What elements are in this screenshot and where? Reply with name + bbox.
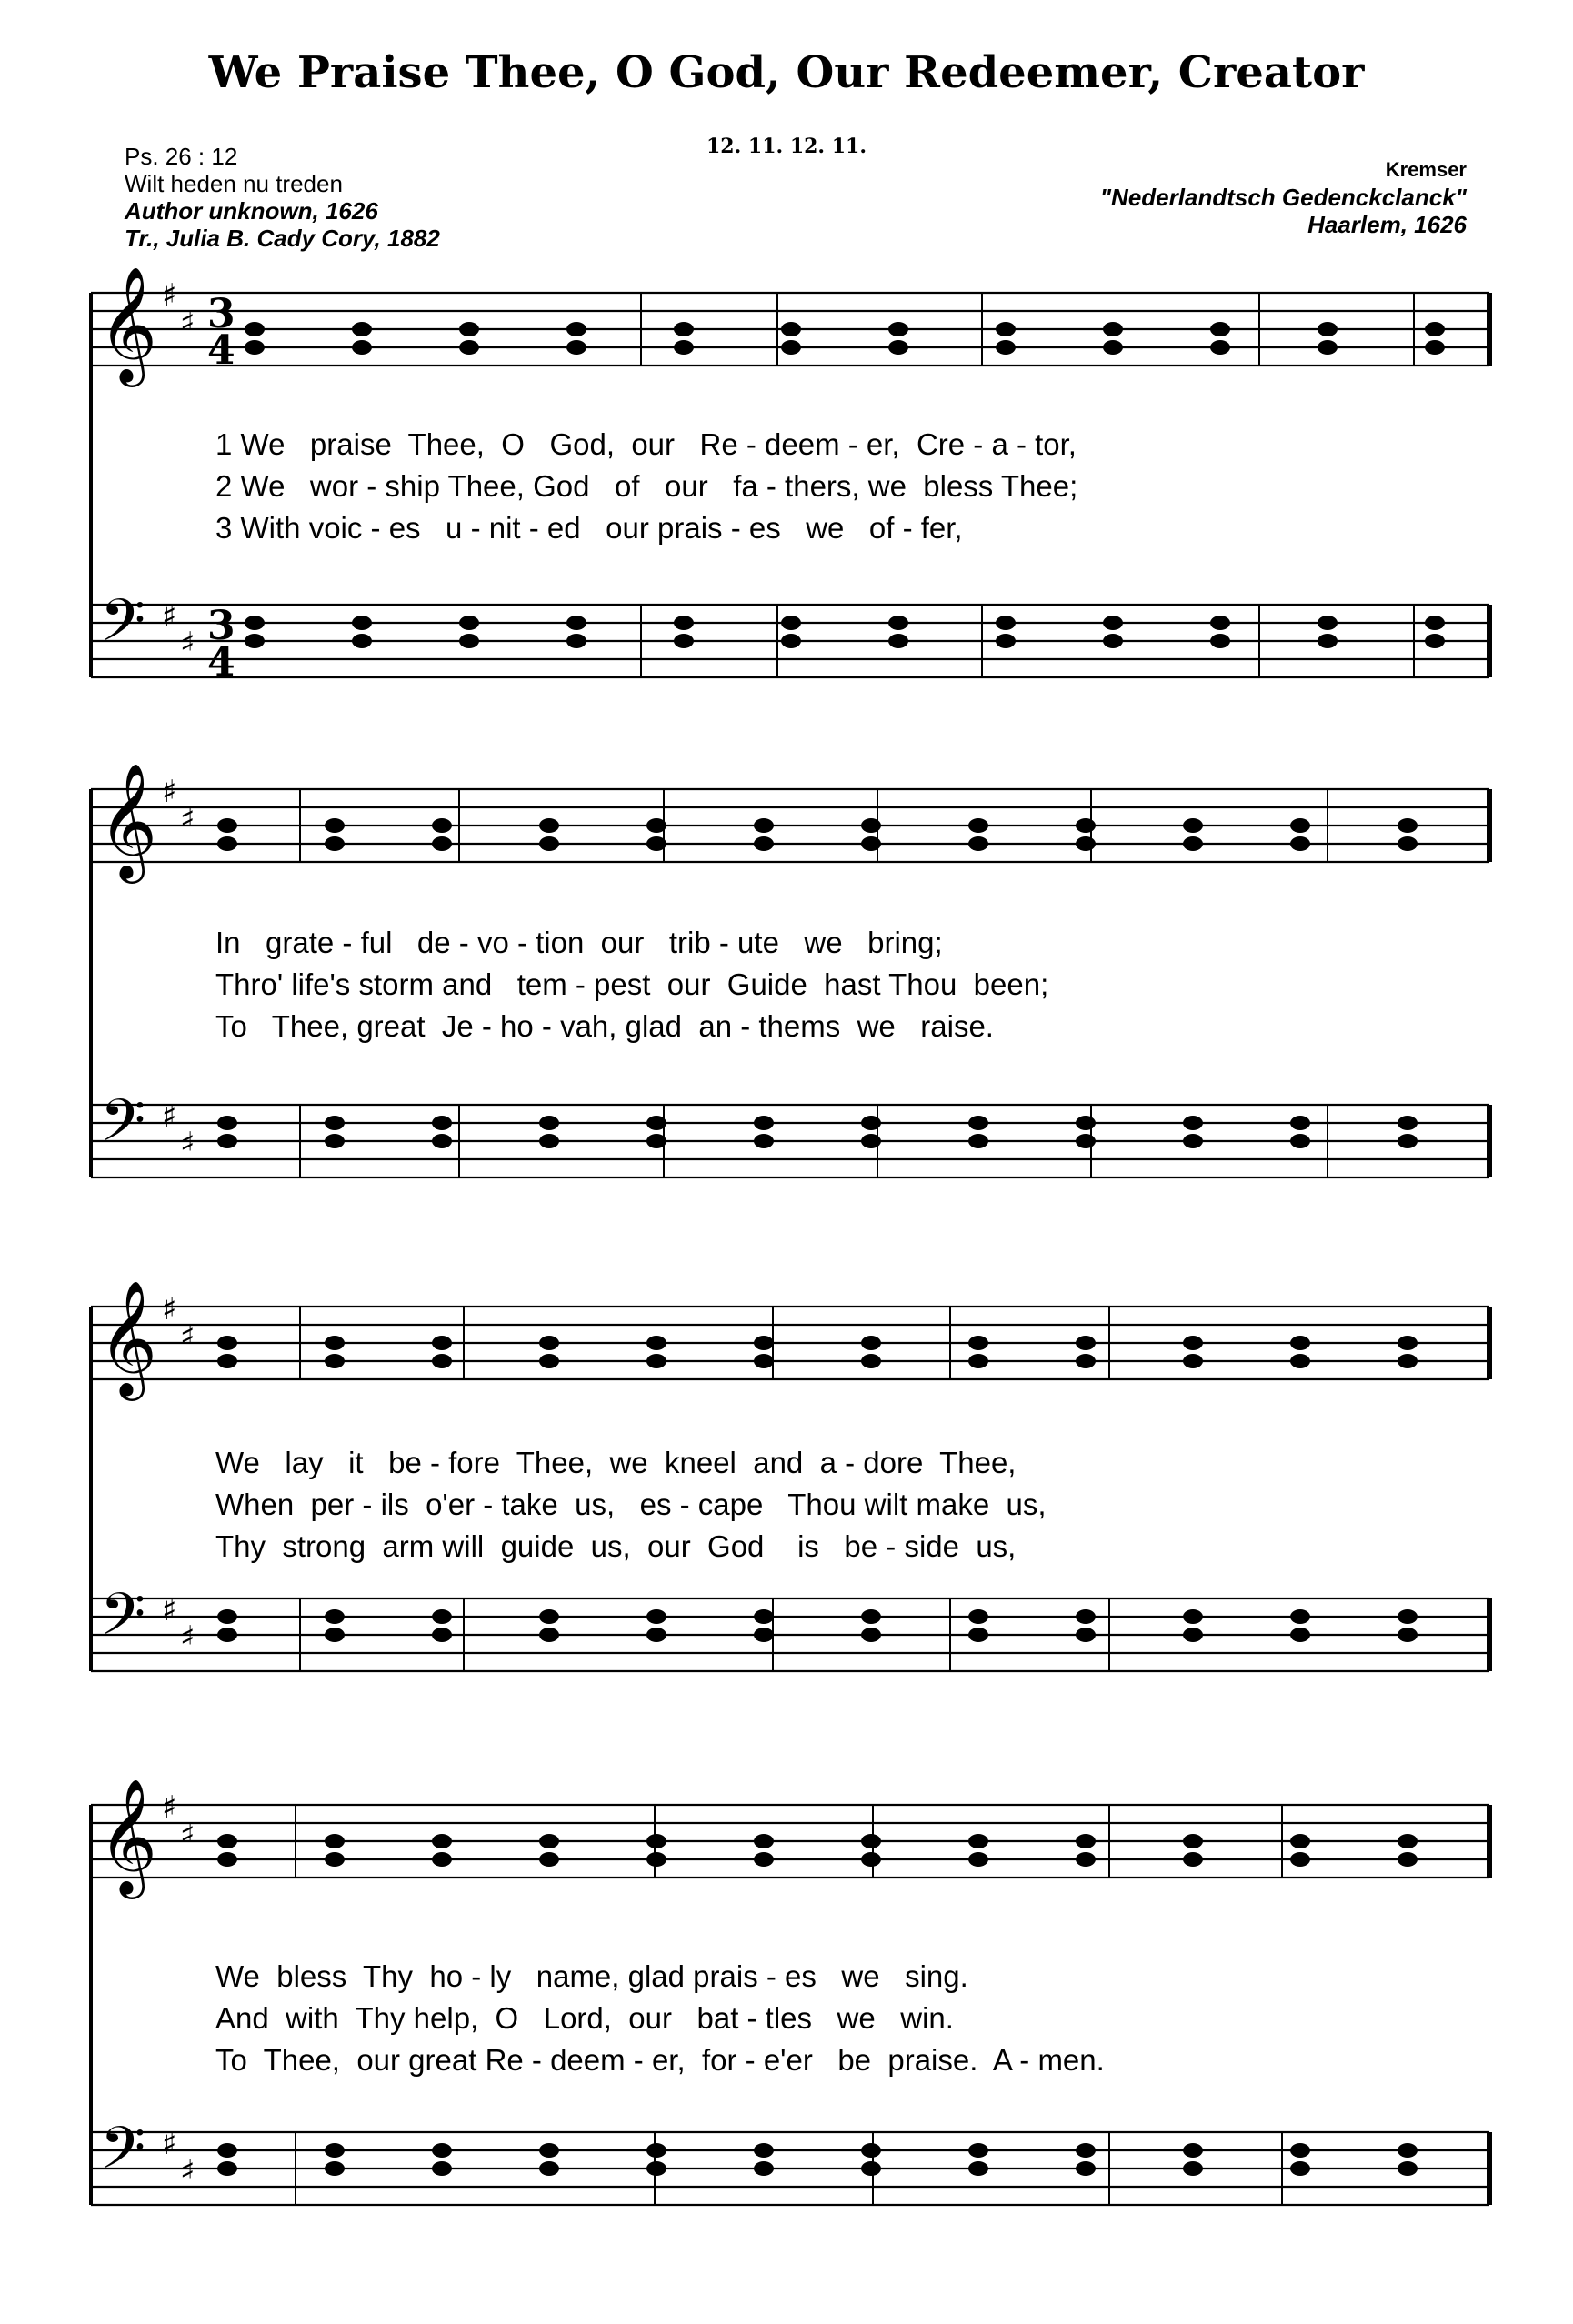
note-head [646, 2161, 666, 2176]
note-head [325, 1628, 345, 1642]
note-head [861, 2143, 881, 2158]
note-head [861, 1116, 881, 1130]
note-head [352, 634, 372, 648]
sharp-icon: ♯ [180, 1817, 195, 1853]
note-head [968, 818, 988, 833]
note-head [861, 836, 881, 851]
note-head [646, 2143, 666, 2158]
note-head [1210, 634, 1230, 648]
note-head [245, 634, 265, 648]
note-head [1398, 2161, 1418, 2176]
note-head [1425, 634, 1445, 648]
note-head [754, 1134, 774, 1148]
note-head [1210, 616, 1230, 630]
sharp-icon: ♯ [180, 1126, 195, 1162]
note-head [459, 634, 479, 648]
sharp-icon: ♯ [162, 774, 177, 810]
note-head [352, 340, 372, 355]
note-head [781, 322, 801, 336]
note-head [432, 2161, 452, 2176]
note-head [1210, 340, 1230, 355]
note-head [754, 1354, 774, 1368]
note-head [674, 322, 694, 336]
note-head [968, 836, 988, 851]
note-head [1076, 1116, 1096, 1130]
note-head [325, 1134, 345, 1148]
note-head [1398, 1628, 1418, 1642]
note-head [1425, 322, 1445, 336]
note-head [539, 1628, 559, 1642]
note-head [996, 322, 1016, 336]
note-head [432, 1134, 452, 1148]
lyric-line-1: We lay it be - fore Thee, we kneel and a - dore Thee, [215, 1446, 1017, 1479]
note-head [861, 1628, 881, 1642]
note-head [217, 2161, 237, 2176]
bass-clef-icon: 𝄢 [100, 2115, 146, 2197]
note-head [754, 1834, 774, 1848]
note-head [459, 340, 479, 355]
note-head [1398, 818, 1418, 833]
note-head [1318, 322, 1338, 336]
note-head [566, 634, 586, 648]
note-head [674, 634, 694, 648]
lyric-line-2: Thro' life's storm and tem - pest our Guide hast Thou been; [215, 967, 1049, 1001]
note-head [861, 818, 881, 833]
note-head [539, 2161, 559, 2176]
bass-clef-icon: 𝄢 [100, 1581, 146, 1663]
note-head [217, 1134, 237, 1148]
treble-clef-icon: 𝄞 [98, 762, 158, 878]
note-head [646, 1134, 666, 1148]
lyric-line-2: When per - ils o'er - take us, es - cape Thou wilt make us, [215, 1488, 1047, 1521]
note-head [754, 1336, 774, 1350]
note-head [1290, 1336, 1310, 1350]
author-credit: Author unknown, 1626 [125, 197, 378, 225]
note-head [861, 1852, 881, 1867]
note-head [754, 818, 774, 833]
note-head [539, 1834, 559, 1848]
original-title: Wilt heden nu treden [125, 170, 343, 197]
note-head [245, 340, 265, 355]
note-head [1183, 1628, 1203, 1642]
note-head [1103, 340, 1123, 355]
sharp-icon: ♯ [180, 1619, 195, 1656]
note-head [245, 322, 265, 336]
note-head [646, 818, 666, 833]
note-head [646, 1628, 666, 1642]
note-head [245, 616, 265, 630]
bass-clef-icon: 𝄢 [100, 1087, 146, 1169]
note-head [1318, 634, 1338, 648]
note-head [1183, 1354, 1203, 1368]
time-signature-bottom: 4 [207, 639, 235, 686]
note-head [325, 1336, 345, 1350]
note-head [754, 836, 774, 851]
note-head [646, 1852, 666, 1867]
note-head [646, 1609, 666, 1624]
note-head [432, 836, 452, 851]
note-head [861, 1834, 881, 1848]
translator-credit: Tr., Julia B. Cady Cory, 1882 [125, 225, 440, 252]
note-head [1398, 836, 1418, 851]
tune-name: Kremser [1385, 158, 1467, 181]
note-head [1425, 616, 1445, 630]
note-head [1183, 1609, 1203, 1624]
system-3 [91, 1279, 1489, 1671]
system-4 [91, 1778, 1489, 2205]
note-head [968, 1852, 988, 1867]
note-head [861, 1336, 881, 1350]
lyric-line-3: Thy strong arm will guide us, our God is be - side us, [215, 1529, 1017, 1563]
note-head [325, 836, 345, 851]
note-head [1318, 340, 1338, 355]
note-head [1398, 2143, 1418, 2158]
note-head [217, 1609, 237, 1624]
note-head [432, 1336, 452, 1350]
note-head [1290, 1834, 1310, 1848]
note-head [754, 1116, 774, 1130]
hymn-title: We Praise Thee, O God, Our Redeemer, Creator [208, 47, 1365, 98]
note-head [1425, 340, 1445, 355]
treble-clef-icon: 𝄞 [98, 1279, 158, 1396]
treble-clef-icon: 𝄞 [98, 265, 158, 382]
note-head [861, 1134, 881, 1148]
note-head [432, 2143, 452, 2158]
note-head [888, 322, 908, 336]
note-head [1076, 1852, 1096, 1867]
note-head [1290, 1134, 1310, 1148]
note-head [754, 1628, 774, 1642]
note-head [968, 1336, 988, 1350]
treble-staff [91, 789, 1489, 862]
note-head [1183, 2161, 1203, 2176]
scripture-reference: Ps. 26 : 12 [125, 143, 238, 170]
note-head [1398, 1609, 1418, 1624]
note-head [996, 340, 1016, 355]
lyric-line-1: We bless Thy ho - ly name, glad prais - es we sing. [215, 1959, 968, 1993]
note-head [1210, 322, 1230, 336]
note-head [1103, 634, 1123, 648]
note-head [539, 1354, 559, 1368]
note-head [1290, 1852, 1310, 1867]
note-head [325, 1354, 345, 1368]
lyric-line-1: In grate - ful de - vo - tion our trib - ute we bring; [215, 926, 943, 959]
note-head [432, 1354, 452, 1368]
lyric-line-2: 2 We wor - ship Thee, God of our fa - thers, we bless Thee; [215, 469, 1078, 503]
note-head [539, 836, 559, 851]
note-head [217, 1116, 237, 1130]
note-head [1290, 818, 1310, 833]
note-head [432, 1116, 452, 1130]
tune-source: "Nederlandtsch Gedenckclanck" [1099, 184, 1467, 211]
note-head [325, 1852, 345, 1867]
note-head [539, 1116, 559, 1130]
sharp-icon: ♯ [180, 2153, 195, 2189]
sharp-icon: ♯ [162, 598, 177, 635]
note-head [1290, 1609, 1310, 1624]
lyric-line-3: To Thee, great Je - ho - vah, glad an - thems we raise. [215, 1009, 994, 1043]
note-head [1076, 1354, 1096, 1368]
note-head [539, 1609, 559, 1624]
note-head [968, 1628, 988, 1642]
note-head [1318, 616, 1338, 630]
note-head [968, 1354, 988, 1368]
note-head [1290, 836, 1310, 851]
note-head [539, 2143, 559, 2158]
note-head [1398, 1336, 1418, 1350]
note-head [1183, 1116, 1203, 1130]
note-head [781, 340, 801, 355]
note-head [1103, 322, 1123, 336]
lyric-line-3: To Thee, our great Re - deem - er, for - e'er be praise. A - men. [215, 2043, 1105, 2077]
sharp-icon: ♯ [180, 626, 195, 662]
note-head [566, 340, 586, 355]
note-head [968, 2143, 988, 2158]
bass-staff [91, 2132, 1489, 2205]
note-head [352, 616, 372, 630]
note-head [674, 616, 694, 630]
lyric-line-1: 1 We praise Thee, O God, our Re - deem - er, Cre - a - tor, [215, 427, 1077, 461]
note-head [217, 1852, 237, 1867]
note-head [754, 2161, 774, 2176]
note-head [432, 1609, 452, 1624]
note-head [646, 1834, 666, 1848]
note-head [754, 1609, 774, 1624]
note-head [781, 634, 801, 648]
note-head [539, 1336, 559, 1350]
note-head [646, 1336, 666, 1350]
note-head [1290, 2143, 1310, 2158]
note-head [1183, 818, 1203, 833]
note-head [566, 322, 586, 336]
sharp-icon: ♯ [162, 2126, 177, 2162]
note-head [1183, 836, 1203, 851]
note-head [217, 818, 237, 833]
note-head [352, 322, 372, 336]
note-head [325, 1116, 345, 1130]
note-head [217, 836, 237, 851]
note-head [1290, 1354, 1310, 1368]
note-head [432, 818, 452, 833]
note-head [1183, 1134, 1203, 1148]
note-head [325, 818, 345, 833]
note-head [1183, 1336, 1203, 1350]
note-head [1398, 1354, 1418, 1368]
note-head [1290, 1628, 1310, 1642]
note-head [674, 340, 694, 355]
note-head [432, 1628, 452, 1642]
note-head [1076, 1834, 1096, 1848]
note-head [539, 818, 559, 833]
note-head [217, 1336, 237, 1350]
note-head [861, 1354, 881, 1368]
sharp-icon: ♯ [180, 305, 195, 341]
time-signature-top: 3 [207, 603, 235, 649]
note-head [968, 1116, 988, 1130]
note-head [754, 1852, 774, 1867]
note-head [432, 1834, 452, 1848]
note-head [1076, 818, 1096, 833]
note-head [861, 2161, 881, 2176]
note-head [325, 1834, 345, 1848]
sharp-icon: ♯ [180, 801, 195, 837]
note-head [1183, 2143, 1203, 2158]
note-head [888, 340, 908, 355]
note-head [754, 2143, 774, 2158]
note-head [1183, 1834, 1203, 1848]
note-head [1076, 1628, 1096, 1642]
note-head [325, 2161, 345, 2176]
sharp-icon: ♯ [162, 1291, 177, 1327]
sharp-icon: ♯ [162, 1098, 177, 1135]
treble-clef-icon: 𝄞 [98, 1778, 158, 1894]
note-head [1076, 1134, 1096, 1148]
system-1 [91, 265, 1489, 686]
note-head [539, 1134, 559, 1148]
note-head [1290, 1116, 1310, 1130]
note-head [861, 1609, 881, 1624]
note-head [1076, 1336, 1096, 1350]
note-head [1076, 2161, 1096, 2176]
note-head [432, 1852, 452, 1867]
note-head [888, 634, 908, 648]
note-head [566, 616, 586, 630]
note-head [968, 2161, 988, 2176]
note-head [217, 1834, 237, 1848]
note-head [1183, 1852, 1203, 1867]
sharp-icon: ♯ [162, 1592, 177, 1628]
note-head [646, 1354, 666, 1368]
note-head [459, 322, 479, 336]
note-head [1398, 1834, 1418, 1848]
note-head [459, 616, 479, 630]
note-head [1290, 2161, 1310, 2176]
sharp-icon: ♯ [162, 1789, 177, 1826]
note-head [1398, 1134, 1418, 1148]
treble-staff [91, 1805, 1489, 1878]
note-head [1103, 616, 1123, 630]
note-head [646, 836, 666, 851]
tune-place: Haarlem, 1626 [1307, 211, 1467, 238]
treble-staff [91, 1307, 1489, 1379]
note-head [996, 616, 1016, 630]
system-2 [91, 762, 1489, 1177]
note-head [888, 616, 908, 630]
sharp-icon: ♯ [162, 277, 177, 314]
note-head [968, 1834, 988, 1848]
note-head [1076, 2143, 1096, 2158]
bass-staff [91, 1105, 1489, 1177]
meter-label: 12. 11. 12. 11. [706, 135, 867, 158]
note-head [539, 1852, 559, 1867]
note-head [217, 1628, 237, 1642]
note-head [996, 634, 1016, 648]
note-head [217, 1354, 237, 1368]
note-head [1076, 836, 1096, 851]
note-head [217, 2143, 237, 2158]
note-head [325, 1609, 345, 1624]
lyric-line-3: 3 With voic - es u - nit - ed our prais - es we of - fer, [215, 511, 963, 545]
note-head [781, 616, 801, 630]
time-signature-top: 3 [207, 291, 235, 337]
bass-staff [91, 1598, 1489, 1671]
note-head [1398, 1852, 1418, 1867]
bass-clef-icon: 𝄢 [100, 587, 146, 669]
note-head [968, 1609, 988, 1624]
note-head [646, 1116, 666, 1130]
lyric-line-2: And with Thy help, O Lord, our bat - tles we win. [215, 2001, 954, 2035]
sharp-icon: ♯ [180, 1318, 195, 1355]
note-head [1076, 1609, 1096, 1624]
note-head [968, 1134, 988, 1148]
note-head [325, 2143, 345, 2158]
note-head [1398, 1116, 1418, 1130]
time-signature-bottom: 4 [207, 327, 235, 374]
